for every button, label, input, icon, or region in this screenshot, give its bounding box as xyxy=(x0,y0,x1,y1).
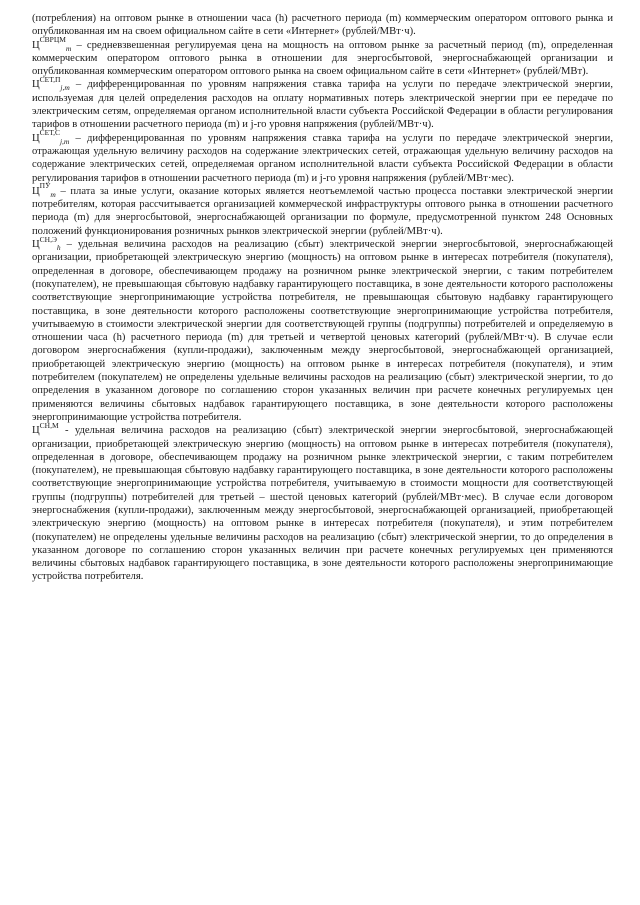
formula-symbol: $Ц^{ПУ}_m$ xyxy=(32,181,56,199)
paragraph-text: (потребления) на оптовом рынке в отношении часа (h) расчетного периода (m) коммерческим оператором оптового рынка и опубликованная им на своем официальном сайте в сети «Интернет» (рублей/МВт·ч). xyxy=(32,13,613,38)
definition-sn-e xyxy=(32,234,613,424)
definition-set-s xyxy=(32,128,613,185)
definition-sn-m xyxy=(32,420,613,584)
definition-text: – удельная величина расходов на реализацию (сбыт) электрической энергии энергосбытовой, энергоснабжающей организации, приобретающей электрическую энергию (мощность) на оптовом рынке в интересах потребителя (покупателя), определенная в договоре, обеспечивающем продажу на розничном рынке электрической энергии, с таким потребителем (покупателем), не превышающая сбытовую надбавку гарантирующего поставщика, в зоне деятельности которого расположены соответствующие энергопринимающие устройства потребителя, не превышающая сбытовую надбавку гарантирующего поставщика, в зоне деятельности которого расположены соответствующие энергопринимающие устройства потребителя, учитываемую в стоимости электрической энергии для соответствующей группы (подгруппы) потребителей и определяемую в отношении часа (h) расчетного периода (m) для третьей и четвертой ценовых категорий (рублей/МВт·ч). В случае если договором энергоснабжения (купли-продажи), заключенным между энергосбытовой, энергоснабжающей организацией, приобретающей электрическую энергию (мощность) на оптовом рынке в интересах потребителя (покупателя), и этим потребителем (покупателем) не определены удельные величины расходов на реализацию (сбыт) электрической энергии, то до определения в указанном договоре по соглашению сторон указанных величин при расчете конечных регулируемых цен применяются величины сбытовых надбавок гарантирующего поставщика, в зоне деятельности которого расположены энергопринимающие устройства потребителя. xyxy=(32,239,613,423)
definition-text: – дифференцированная по уровням напряжения ставка тарифа на услуги по передаче электрической энергии, используемая для целей определения расходов на оплату нормативных потерь электрической энергии при ее передаче по электрическим сетям, определяемая органом исполнительной власти субъекта Российской Федерации в области регулирования тарифов в отношении расчетного периода (m) и j-го уровня напряжения (рублей/МВт·ч). xyxy=(32,79,613,131)
definition-text: - удельная величина расходов на реализацию (сбыт) электрической энергии энергосбытовой, энергоснабжающей организации, приобретающей электрическую энергию (мощность) на оптовом рынке в интересах потребителя (покупателя), определенная в договоре, обеспечивающем продажу на розничном рынке электрической энергии, с таким потребителем (покупателем), не превышающая сбытовую надбавку гарантирующего поставщика, в зоне деятельности которого расположены соответствующие энергопринимающие устройства потребителя, учитываемую в стоимости мощности для соответствующей группы (подгруппы) потребителей для третьей – шестой ценовых категорий (рублей/МВт·мес). В случае если договором энергоснабжения (купли-продажи), заключенным между энергосбытовой, энергоснабжающей организацией, приобретающей электрическую энергию (мощность) на оптовом рынке в интересах потребителя (покупателя), и этим потребителем (покупателем) не определены удельные величины расходов на реализацию (сбыт) электрической энергии, то до определения в указанном договоре по соглашению сторон указанных величин при расчете конечных регулируемых цен применяются величины сбытовых надбавок гарантирующего поставщика, в зоне деятельности которого расположены энергопринимающие устройства потребителя. xyxy=(32,425,613,583)
formula-symbol: $Ц^{СЕТ,П}_{j,m}$ xyxy=(32,74,70,93)
definition-text: – плата за иные услуги, оказание которых является неотъемлемой частью процесса поставки электрической энергии потребителям, которая рассчитывается организацией коммерческой инфраструктуры оптового рынка в отношении расчетного периода (m) для энергосбытовой, энергоснабжающей организации по формуле, предусмотренной пунктом 248 Основных положений функционирования розничных рынков электрической энергии (рублей/МВт·ч). xyxy=(32,185,613,237)
definition-text: – средневзвешенная регулируемая цена на мощность на оптовом рынке за расчетный период (m), определенная коммерческим оператором оптового рынка в отношении для энергосбытовой, энергоснабжающей организации и опубликованная коммерческим оператором оптового рынка на своем официальном сайте в сети «Интернет» (рублей/МВт). xyxy=(32,39,613,78)
formula-symbol: $Ц^{СЕТ,С}_{j,m}$ xyxy=(32,128,70,146)
paragraph-continuation xyxy=(32,12,613,39)
definition-text: – дифференцированная по уровням напряжения ставка тарифа на услуги по передаче электрической энергии, отражающая удельную величину расходов на содержание электрических сетей, отражающая удельную величину расходов на содержание электрических сетей, определяемая органом исполнительной власти субъекта Российской Федерации в области регулирования тарифов в отношении расчетного периода (m) и j-го уровня напряжения (рублей/МВт·мес). xyxy=(32,132,613,184)
definition-set-p xyxy=(32,74,613,131)
formula-symbol: $Ц^{СН,М}$ xyxy=(32,420,59,437)
definition-svrcm xyxy=(32,35,613,79)
formula-symbol: $Ц^{СН,Э}_h$ xyxy=(32,234,61,253)
formula-symbol: $Ц^{СВРЦМ}_m$ xyxy=(32,35,72,53)
definition-pu xyxy=(32,181,613,238)
